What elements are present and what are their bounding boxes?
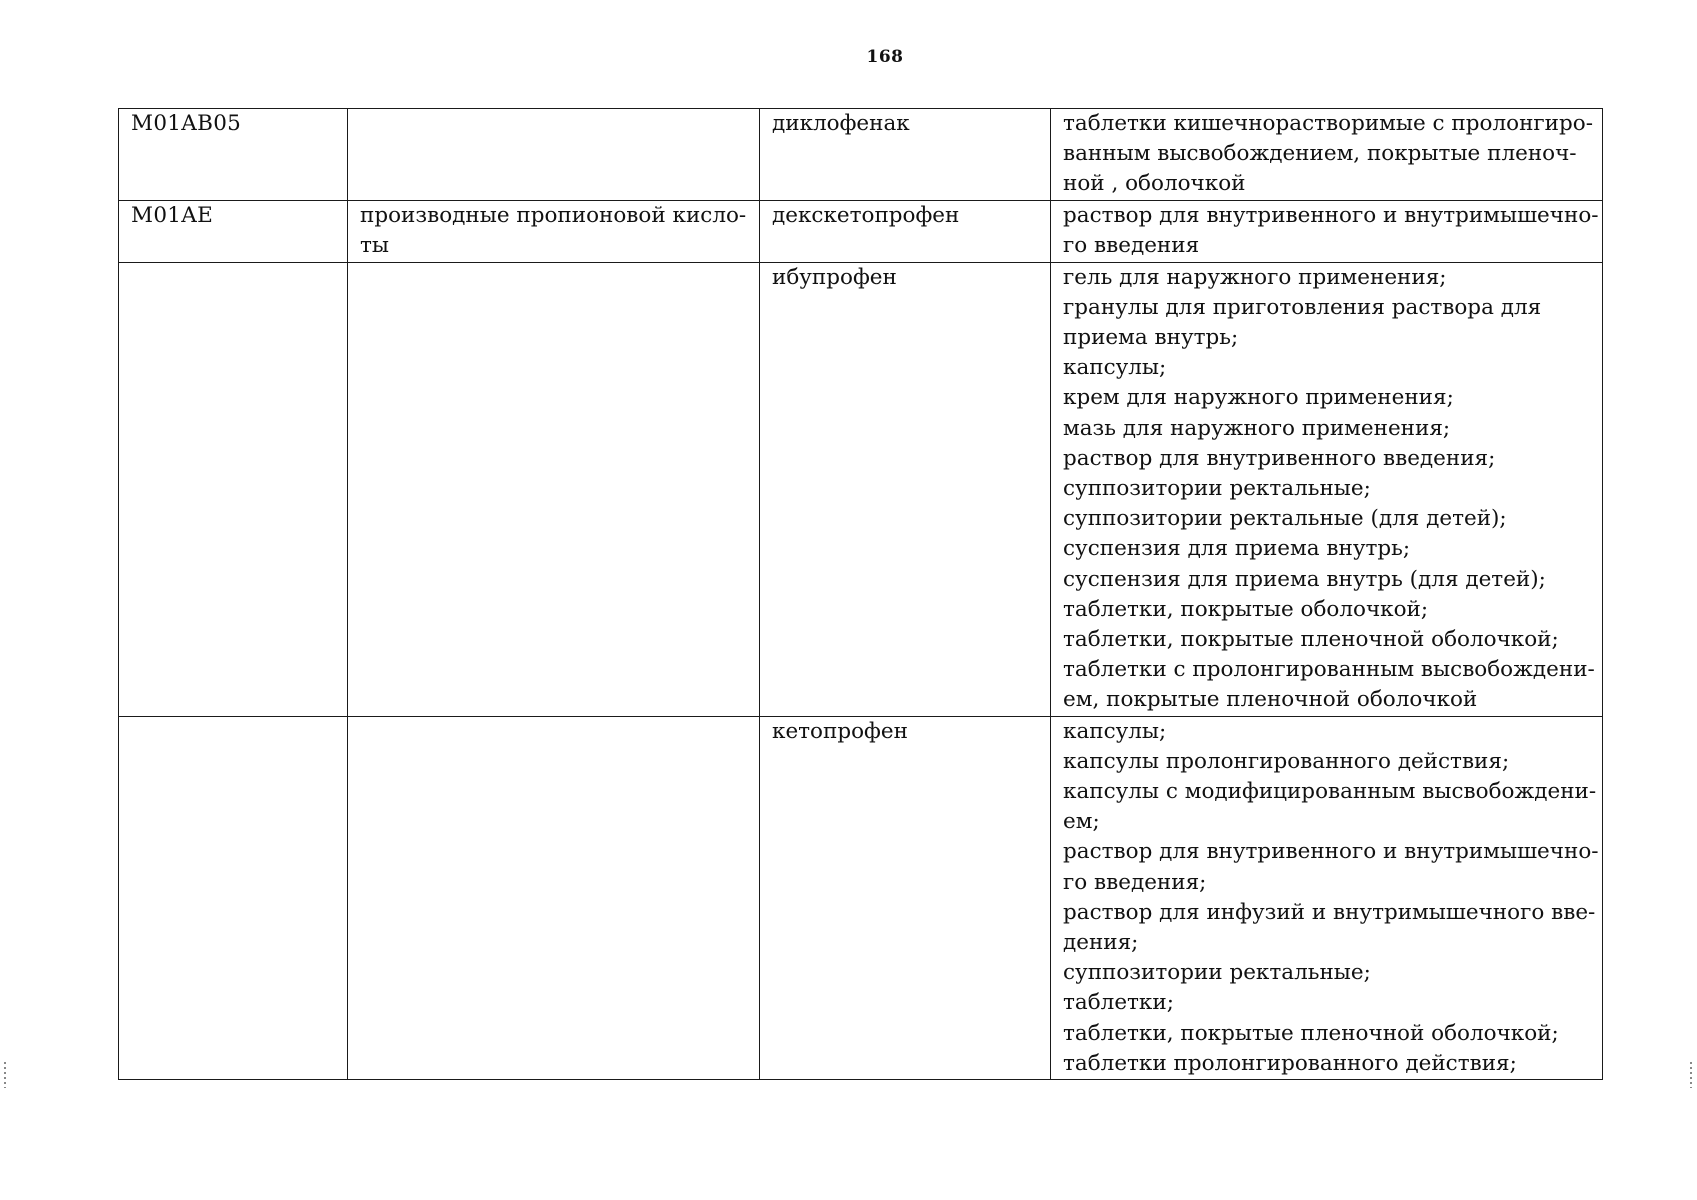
dosage-form-line: таблетки пролонгированного действия;: [1063, 1050, 1517, 1076]
group-cell: [348, 262, 760, 716]
dosage-form-line: го введения;: [1063, 869, 1207, 895]
dosage-forms-cell: [1051, 262, 1603, 716]
drug-name-cell: декскетопрофен: [760, 200, 1051, 262]
dosage-form-line: ем, покрытые пленочной оболочкой: [1063, 687, 1478, 713]
dosage-form-line: суппозитории ректальные (для детей);: [1063, 506, 1507, 532]
dosage-form-line: таблетки, покрытые пленочной оболочкой;: [1063, 1020, 1559, 1046]
dosage-form-line: таблетки, покрытые оболочкой;: [1063, 596, 1429, 622]
group-cell: [348, 109, 760, 201]
dosage-form-line: ной , оболочкой: [1063, 171, 1246, 197]
atc-code-cell: M01AE: [119, 200, 348, 262]
dosage-form-line: капсулы пролонгированного действия;: [1063, 748, 1510, 774]
group-line: производные пропионовой кисло-: [360, 202, 747, 228]
dosage-form-line: капсулы с модифицированным высвобождени-: [1063, 779, 1597, 805]
group-cell: [348, 716, 760, 1079]
dosage-form-line: раствор для инфузий и внутримышечного вве-: [1063, 899, 1596, 925]
atc-code-cell: M01AB05: [119, 109, 348, 201]
group-cell: [348, 200, 760, 262]
table-row: [119, 262, 1603, 716]
dosage-form-line: ванным высвобождением, покрытые пленоч-: [1063, 141, 1577, 167]
drug-name-cell: ибупрофен: [760, 262, 1051, 716]
drug-table: [118, 108, 1603, 1080]
scan-mark-right: [1690, 1062, 1692, 1088]
drug-name-cell: кетопрофен: [760, 716, 1051, 1079]
dosage-form-line: таблетки с пролонгированным высвобождени-: [1063, 657, 1595, 683]
dosage-form-line: гель для наружного применения;: [1063, 264, 1447, 290]
atc-code-cell: [119, 262, 348, 716]
dosage-form-line: раствор для внутривенного и внутримышечно-: [1063, 202, 1599, 228]
dosage-form-line: суспензия для приема внутрь;: [1063, 536, 1411, 562]
table-row: [119, 200, 1603, 262]
dosage-form-line: раствор для внутривенного и внутримышечно-: [1063, 839, 1599, 865]
dosage-form-line: суспензия для приема внутрь (для детей);: [1063, 566, 1546, 592]
table-row: [119, 716, 1603, 1079]
dosage-form-line: гранулы для приготовления раствора для: [1063, 294, 1542, 320]
group-line: ты: [360, 232, 390, 258]
atc-code-cell: [119, 716, 348, 1079]
drug-name-cell: диклофенак: [760, 109, 1051, 201]
dosage-form-line: суппозитории ректальные;: [1063, 960, 1371, 986]
page-number: 168: [866, 47, 904, 67]
dosage-form-line: го введения: [1063, 232, 1200, 258]
dosage-form-line: таблетки, покрытые пленочной оболочкой;: [1063, 627, 1559, 653]
dosage-forms-cell: [1051, 200, 1603, 262]
table-row: [119, 109, 1603, 201]
dosage-form-line: таблетки;: [1063, 990, 1174, 1016]
scan-mark-left: [4, 1062, 6, 1088]
dosage-form-line: мазь для наружного применения;: [1063, 415, 1451, 441]
dosage-form-line: суппозитории ректальные;: [1063, 476, 1371, 502]
dosage-forms-cell: [1051, 716, 1603, 1079]
dosage-form-line: капсулы;: [1063, 718, 1167, 744]
dosage-form-line: приема внутрь;: [1063, 325, 1239, 351]
table-body: [119, 109, 1603, 1080]
dosage-form-line: крем для наружного применения;: [1063, 385, 1454, 411]
dosage-form-line: ем;: [1063, 809, 1100, 835]
dosage-form-line: раствор для внутривенного введения;: [1063, 445, 1496, 471]
dosage-form-line: таблетки кишечнорастворимые с пролонгиро-: [1063, 111, 1593, 136]
dosage-forms-cell: [1051, 109, 1603, 201]
dosage-form-line: капсулы;: [1063, 355, 1167, 381]
dosage-form-line: дения;: [1063, 930, 1139, 956]
